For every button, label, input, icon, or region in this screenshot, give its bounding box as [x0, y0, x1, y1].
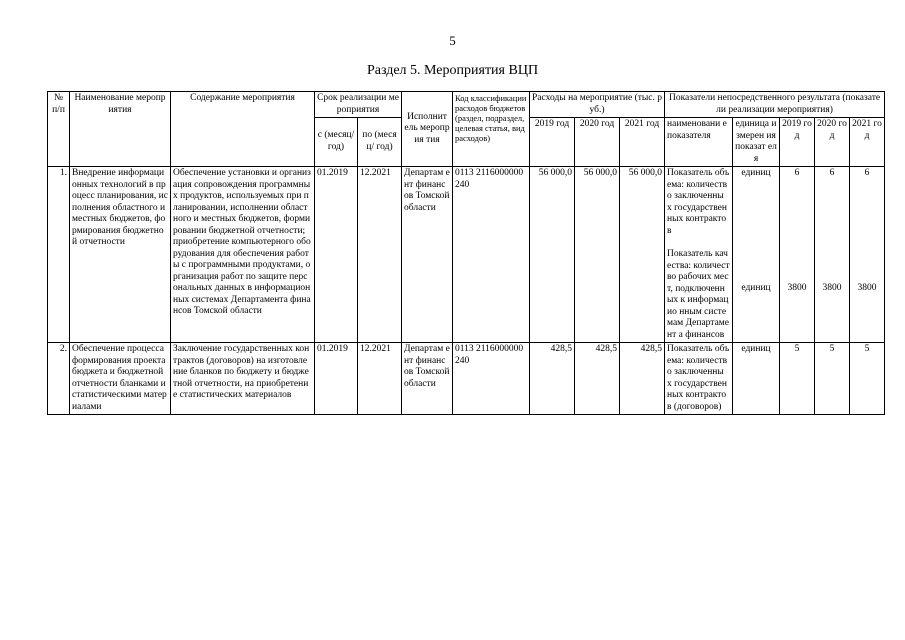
table-row: [48, 343, 885, 415]
row-exp-2020: 56 000,0: [575, 167, 620, 343]
row-name: Внедрение информационных технологий в процесс планирования, исполнения областного и местных бюджетов, формирования бюджетной отчетности: [70, 167, 171, 343]
indicator-unit: единиц: [741, 168, 771, 178]
indicator-unit: единиц: [741, 282, 771, 293]
row-exp-2019: 428,5: [530, 343, 575, 415]
header-period-to: по (месяц/ год): [358, 118, 402, 167]
header-period-from: с (месяц/ год): [315, 118, 358, 167]
indicator-unit: единиц: [733, 343, 780, 415]
header-unit: единица измерен ия показат еля: [733, 118, 780, 167]
row-content: Обеспечение установки и организация сопровождения программных продуктов, используемых при планировании, исполнении областного и местных бюджетов, формировании бюджетной отчетности; приобретение компьютерного оборудования для обеспечения работы с программными продуктами, организация работ по защите персональных данных в информационных системах Департамента финансов Томской области: [171, 167, 315, 343]
row-code: 0113 2116000000 240: [453, 167, 530, 343]
row-res-2019: [780, 167, 815, 343]
row-exp-2021: 56 000,0: [620, 167, 665, 343]
header-exp-2020: 2020 год: [575, 118, 620, 167]
header-res-2020: 2020 год: [815, 118, 850, 167]
header-indicator-name: наименовани е показателя: [665, 118, 733, 167]
header-code: Код классификации расходов бюджетов (раздел, подраздел, целевая статья, вид расходов): [453, 92, 530, 167]
header-res-2019: 2019 год: [780, 118, 815, 167]
header-exp-2021: 2021 год: [620, 118, 665, 167]
header-num: № п/п: [48, 92, 70, 167]
row-num: 1.: [48, 167, 70, 343]
indicator-name: Показатель качества: количество рабочих мест, подключенн ых к информацио нным системам Департамент а финансов: [667, 249, 730, 340]
indicator-value: 5: [850, 343, 885, 415]
indicator-value: 3800: [822, 282, 842, 293]
indicator-value: 6: [829, 168, 835, 178]
header-res-2021: 2021 год: [850, 118, 885, 167]
indicator-value: 5: [780, 343, 815, 415]
row-code: 0113 2116000000 240: [453, 343, 530, 415]
row-num: 2.: [48, 343, 70, 415]
row-to: 12.2021: [358, 167, 402, 343]
header-executor: Исполнит ель мероприя тия: [402, 92, 453, 167]
table-row: [48, 167, 885, 343]
indicator-value: 3800: [857, 282, 877, 293]
row-name: Обеспечение процесса формирования проекта бюджета и бюджетной отчетности бланками и статистическими материалами: [70, 343, 171, 415]
indicator-value: 6: [864, 168, 870, 178]
header-exp-2019: 2019 год: [530, 118, 575, 167]
page-number: 5: [449, 33, 456, 48]
row-res-2020: [815, 167, 850, 343]
header-name: Наименование мероприятия: [70, 92, 171, 167]
header-row: [48, 92, 885, 118]
row-indicator-names: [665, 343, 733, 415]
row-res-2021: [850, 167, 885, 343]
row-executor: Департам ент финансов Томской области: [402, 167, 453, 343]
activities-table: [47, 91, 885, 415]
header-content: Содержание мероприятия: [171, 92, 315, 167]
row-from: 01.2019: [315, 167, 358, 343]
indicator-name: Показатель объема: количество заключенны х государствен ных контрактов: [667, 168, 730, 236]
row-from: 01.2019: [315, 343, 358, 415]
header-period: Срок реализации мероприятия: [315, 92, 402, 118]
indicator-value: 5: [815, 343, 850, 415]
row-to: 12.2021: [358, 343, 402, 415]
header-results: Показатели непосредственного результата (показатели реализации мероприятия): [665, 92, 885, 118]
section-title: Раздел 5. Мероприятия ВЦП: [366, 63, 539, 78]
row-executor: Департам ент финансов Томской области: [402, 343, 453, 415]
indicator-name: Показатель объема: количество заключенны х государствен ных контрактов (договоров): [667, 344, 730, 412]
row-content: Заключение государственных контрактов (договоров) на изготовление бланков по бюджету и бюджетной отчетности, на приобретение статистических материалов: [171, 343, 315, 415]
indicator-value: 6: [794, 168, 800, 178]
row-exp-2020: 428,5: [575, 343, 620, 415]
row-indicator-names: [665, 167, 733, 343]
row-exp-2021: 428,5: [620, 343, 665, 415]
row-units: [733, 167, 780, 343]
row-exp-2019: 56 000,0: [530, 167, 575, 343]
indicator-value: 3800: [787, 282, 807, 293]
header-expenses: Расходы на мероприятие (тыс. руб.): [530, 92, 665, 118]
